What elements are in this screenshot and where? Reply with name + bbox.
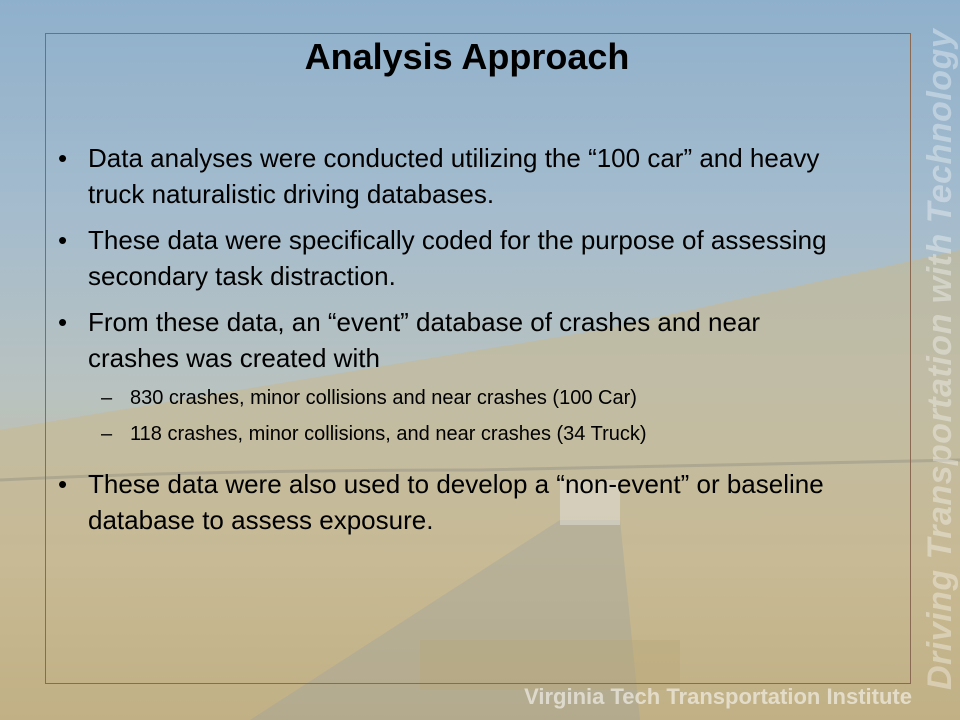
sub-bullet-text: 118 crashes, minor collisions, and near crashes (34 Truck) (130, 423, 647, 445)
bullet-text: These data were also used to develop a “non-event” or baseline database to assess exposure. (88, 469, 824, 535)
sub-bullet-item (58, 416, 858, 452)
sub-bullet-item (58, 380, 858, 416)
footer-organization: Virginia Tech Transportation Institute (524, 684, 912, 709)
bullet-item (58, 140, 858, 212)
bullet-list (58, 140, 858, 538)
bullet-text: Data analyses were conducted utilizing the “100 car” and heavy truck naturalistic driving databases. (88, 143, 820, 209)
dash-glyph: – (101, 387, 113, 409)
bullet-item (58, 304, 858, 376)
bullet-glyph: • (58, 225, 68, 255)
bullet-glyph: • (58, 469, 68, 499)
bullet-glyph: • (58, 143, 68, 173)
bullet-text: These data were specifically coded for the purpose of assessing secondary task distraction. (88, 225, 827, 291)
bullet-text: From these data, an “event” database of crashes and near crashes was created with (88, 307, 761, 373)
side-tagline: Driving Transportation with Technology (921, 28, 959, 690)
sub-bullet-text: 830 crashes, minor collisions and near crashes (100 Car) (130, 387, 637, 409)
slide-title: Analysis Approach (304, 36, 630, 77)
bullet-glyph: • (58, 307, 68, 337)
bullet-item (58, 222, 858, 294)
dash-glyph: – (101, 423, 113, 445)
bullet-item (58, 466, 858, 538)
